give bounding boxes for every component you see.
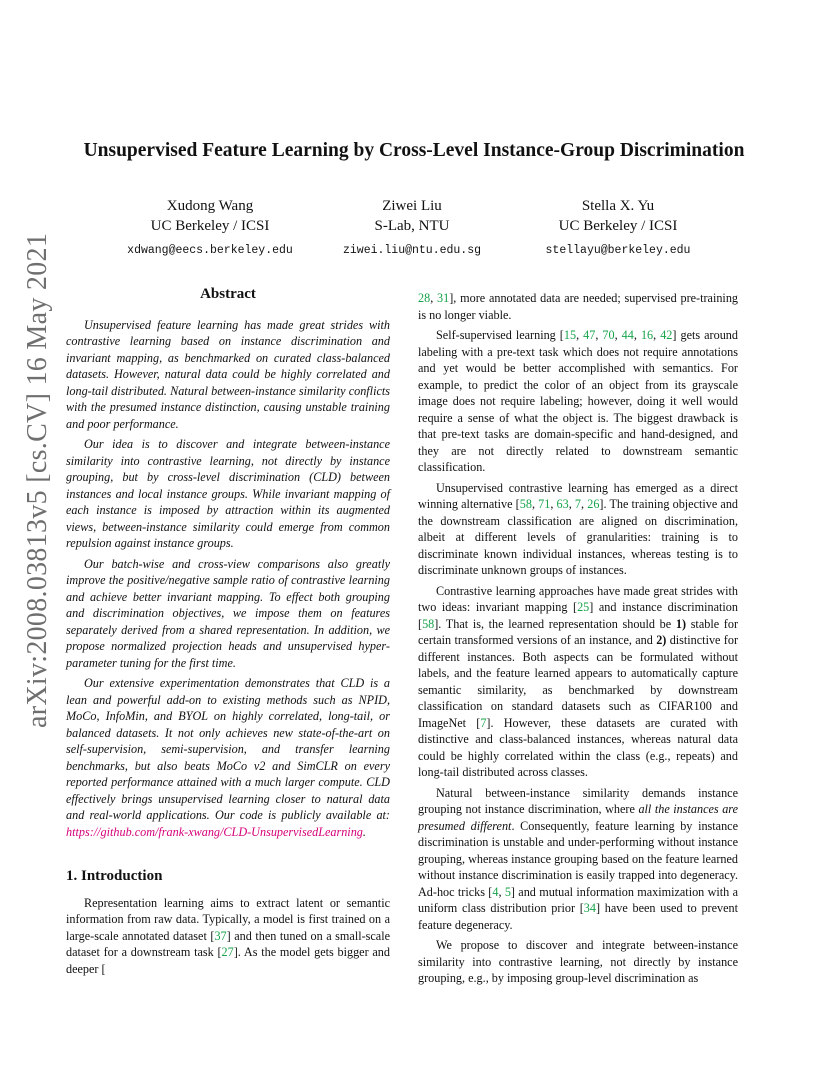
text: distinctive for different instances. Both aspects can be formulated without labels, and the feature learned appears to automatically capture semantic similarity, as benchmarked by downstream classification on standard datasets such as CIFAR100 and ImageNet [ bbox=[418, 633, 739, 730]
citation-link[interactable]: 70 bbox=[602, 328, 615, 342]
left-column bbox=[66, 286, 390, 977]
text: , bbox=[576, 328, 584, 342]
paper-title: Unsupervised Feature Learning by Cross-Level Instance-Group Discrimination bbox=[83, 140, 745, 161]
intro-paragraph-cont bbox=[418, 290, 738, 323]
author-name: Xudong Wang bbox=[166, 198, 254, 214]
text: stable for certain transformed versions of an instance, and bbox=[418, 616, 739, 647]
text: , bbox=[653, 328, 661, 342]
enumeration-marker: 1) bbox=[675, 616, 687, 631]
right-column bbox=[418, 290, 738, 987]
text: , bbox=[568, 497, 575, 511]
text: . Consequently, feature learning by instance discrimination is unstable and under-performing without instance grouping, whereas instance grouping based on the feature learned without instance discrimination is easily trapped into degeneracy. Ad-hoc tricks [ bbox=[418, 818, 739, 899]
abstract-paragraph bbox=[66, 675, 390, 840]
abstract-section bbox=[66, 286, 390, 840]
citation-link[interactable]: 7 bbox=[574, 497, 582, 511]
text: , bbox=[614, 328, 622, 342]
citation-link[interactable]: 58 bbox=[519, 497, 532, 511]
text: ] and then tuned on a small-scale dataset for a downstream task [ bbox=[66, 928, 391, 959]
text: ]. As the model gets bigger and deeper [ bbox=[66, 945, 390, 976]
abstract-paragraph: Our batch-wise and cross-view comparisons also greatly improve the positive/negative sample ratio of contrastive learning and achieve better invariant mapping. To effect both grouping and discrimination objectives, we impose them on features separately derived from a shared representation. In addition, we propose normalized projection heads and unsupervised hyper-parameter tuning for the first time. bbox=[66, 556, 390, 670]
citation-link[interactable]: 58 bbox=[422, 616, 435, 631]
author-block bbox=[110, 196, 310, 261]
text: , bbox=[498, 884, 505, 899]
citation-link[interactable]: 28 bbox=[418, 291, 431, 305]
text: ] have been used to prevent feature degeneracy. bbox=[418, 901, 738, 932]
text: Unsupervised contrastive learning has emerged as a direct winning alternative [ bbox=[418, 480, 738, 511]
text: Natural between-instance similarity demands instance grouping not instance discrimination, where bbox=[418, 785, 738, 816]
intro-paragraph bbox=[418, 785, 738, 934]
intro-paragraph: We propose to discover and integrate between-instance similarity into contrastive learning, not directly by instance grouping, e.g., by imposing group-level discrimination as bbox=[418, 938, 738, 985]
author-affiliation: UC Berkeley / ICSI bbox=[558, 218, 678, 234]
text: Representation learning aims to extract latent or semantic information from raw data. Typically, a model is first trained on a large-scale annotated dataset [ bbox=[66, 895, 390, 943]
text: , bbox=[531, 497, 539, 511]
text: Contrastive learning approaches have made great strides with two ideas: invariant mapping [ bbox=[418, 583, 738, 614]
author-name: Stella X. Yu bbox=[581, 198, 655, 214]
author-block bbox=[508, 196, 728, 261]
intro-paragraph bbox=[418, 583, 738, 781]
text: ]. That is, the learned representation should be bbox=[434, 616, 676, 631]
citation-link[interactable]: 31 bbox=[437, 291, 450, 305]
citation-link[interactable]: 71 bbox=[538, 497, 551, 511]
abstract-paragraph: Unsupervised feature learning has made great strides with contrastive learning based on instance discrimination and invariant mapping, as benchmarked on curated class-balanced datasets. However, natural data could be highly correlated and long-tail distributed. Natural between-instance similarity conflicts with the presumed instance distinction, causing unstable training and poor performance. bbox=[66, 317, 390, 431]
text: , bbox=[550, 497, 557, 511]
intro-paragraph bbox=[418, 327, 738, 476]
author-block bbox=[312, 196, 512, 261]
text: ] gets around labeling with a pre-text task which does not require annotations and yet would be better accomplished with semantics. For example, to predict the color of an object from its grayscale image does not require labeling; however, doing it well would require a sense of what the object is. The biggest drawback is that pre-text tasks are domain-specific and hand-designed, and they are not directly related to downstream semantic classification. bbox=[418, 328, 738, 474]
citation-link[interactable]: 4 bbox=[492, 884, 499, 899]
section-heading: 1. Introduction bbox=[66, 868, 163, 884]
abstract-heading: Abstract bbox=[200, 286, 256, 302]
text: ]. However, these datasets are curated with distinctive and class-balanced instances, whereas natural data could be highly correlated within the class (e.g., repeats) and long-tail distributed across classes. bbox=[418, 715, 738, 779]
citation-link[interactable]: 37 bbox=[214, 928, 227, 943]
text: ]. The training objective and the downstream classification are aligned on discrimination, albeit at different levels of granularities: training is to discriminate known individual instances, whereas testing is to discriminate unknown groups of instances. bbox=[418, 497, 739, 577]
text: ] and mutual information maximization with a uniform class distribution prior [ bbox=[418, 884, 738, 915]
author-email: xdwang@eecs.berkeley.edu bbox=[127, 244, 293, 257]
author-email: ziwei.liu@ntu.edu.sg bbox=[342, 244, 482, 257]
text: , bbox=[430, 291, 438, 305]
enumeration-marker: 2) bbox=[656, 633, 667, 647]
citation-link[interactable]: 15 bbox=[563, 328, 577, 342]
citation-link[interactable]: 26 bbox=[587, 497, 600, 511]
citation-link[interactable]: 27 bbox=[221, 945, 234, 959]
abstract-paragraph: Our idea is to discover and integrate between-instance similarity into contrastive learning, not directly by instance grouping, but by cross-level discrimination (CLD) between instances and local instance groups. While invariant mapping of each instance is imposed by attraction within its augmented views, between-instance similarity could emerge from common repulsion against instance groups. bbox=[66, 437, 390, 550]
citation-link[interactable]: 42 bbox=[660, 328, 673, 342]
citation-link[interactable]: 63 bbox=[556, 497, 569, 511]
abstract-text: Our extensive experimentation demonstrates that CLD is a lean and powerful add-on to existing methods such as NPID, MoCo, InfoMin, and BYOL on highly correlated, long-tail, or balanced datasets. It not only achieves new state-of-the-art on self-supervision, semi-supervision, and transfer learning benchmarks, but also beats MoCo v2 and SimCLR on every reported performance attained with a much larger compute. CLD effectively brings unsupervised learning closer to natural data and real-world applications. Our code is publicly available at: bbox=[66, 676, 390, 822]
citation-link[interactable]: 7 bbox=[480, 715, 487, 730]
citation-link[interactable]: 44 bbox=[621, 328, 634, 342]
punctuation: . bbox=[362, 824, 366, 839]
text: Self-supervised learning [ bbox=[436, 328, 564, 342]
text: , bbox=[595, 328, 603, 342]
author-name: Ziwei Liu bbox=[382, 198, 442, 214]
author-affiliation: UC Berkeley / ICSI bbox=[150, 218, 270, 234]
citation-link[interactable]: 34 bbox=[583, 901, 596, 915]
author-affiliation: S-Lab, NTU bbox=[374, 218, 450, 234]
text: , bbox=[633, 328, 641, 342]
intro-paragraph bbox=[418, 480, 738, 579]
intro-paragraph-start bbox=[66, 895, 390, 978]
author-email: stellayu@berkeley.edu bbox=[545, 244, 691, 257]
citation-link[interactable]: 25 bbox=[577, 600, 590, 614]
citation-link[interactable]: 16 bbox=[640, 328, 654, 342]
citation-link[interactable]: 5 bbox=[504, 884, 511, 899]
arxiv-id: arXiv:2008.03813v5 [cs.CV] 16 May 2021 bbox=[22, 232, 53, 728]
text: ] and instance discrimination [ bbox=[418, 600, 738, 631]
text: ], more annotated data are needed; supervised pre-training is no longer viable. bbox=[418, 291, 739, 322]
citation-link[interactable]: 47 bbox=[583, 328, 596, 342]
emphasis-text: all the instances are presumed different bbox=[418, 802, 738, 833]
text: , bbox=[581, 497, 588, 511]
code-link[interactable]: https://github.com/frank-xwang/CLD-UnsupervisedLearning bbox=[66, 824, 363, 839]
